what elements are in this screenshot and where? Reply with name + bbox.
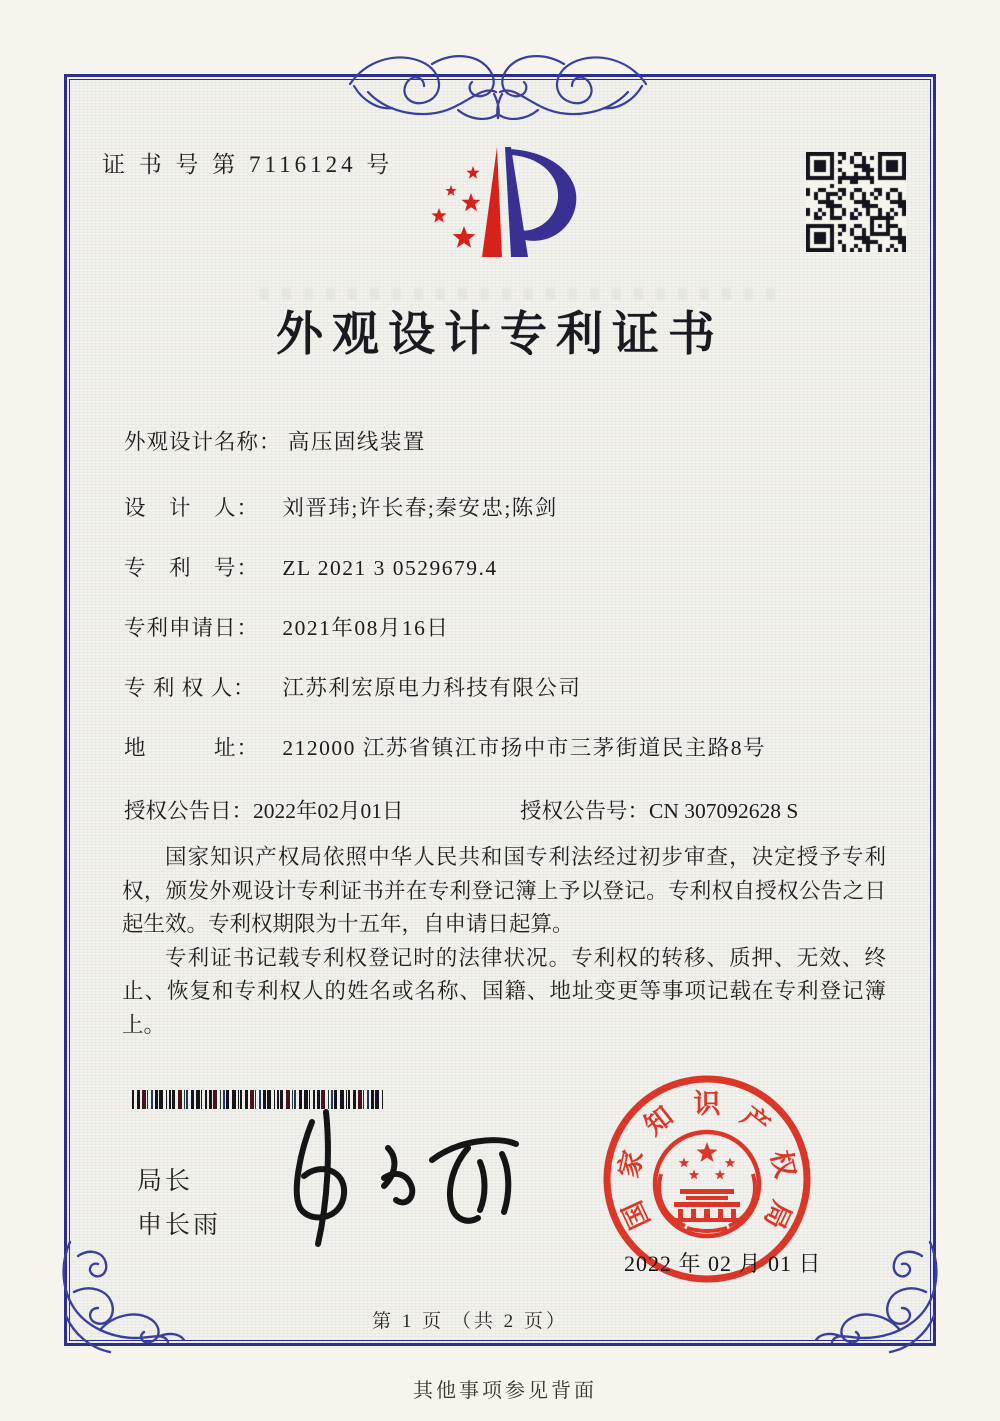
cnipa-logo-icon (428, 136, 580, 288)
svg-text:识: 识 (693, 1089, 721, 1119)
legal-paragraph-1: 国家知识产权局依照中华人民共和国专利法经过初步审查，决定授予专利权，颁发外观设计专利证书并在专利登记簿上予以登记。专利权自授权公告之日起生效。专利权期限为十五年，自申请日起算。 (122, 845, 886, 937)
national-emblem-icon (655, 1132, 759, 1236)
svg-text:权: 权 (765, 1147, 801, 1181)
handwritten-signature (272, 1108, 532, 1253)
svg-text:知: 知 (638, 1100, 679, 1141)
field-label: 专 利 权 人： (124, 676, 256, 700)
field-patentee (124, 671, 581, 702)
seal-date: 2022 年 02 月 01 日 (624, 1251, 822, 1276)
field-designers (124, 491, 558, 522)
field-label: 外观设计名称： (124, 430, 282, 454)
certificate-number: 证 书 号 第 7116124 号 (102, 152, 394, 177)
barcode (132, 1090, 392, 1109)
field-value: 刘晋玮;许长春;秦安忠;陈剑 (282, 496, 558, 520)
grant-date-label: 授权公告日： (124, 799, 254, 823)
svg-text:产: 产 (735, 1100, 776, 1141)
field-value: 江苏利宏原电力科技有限公司 (282, 676, 582, 700)
field-label: 设 计 人： (124, 496, 260, 520)
field-value: ZL 2021 3 0529679.4 (282, 556, 498, 580)
qr-code (806, 152, 906, 252)
grant-date-value: 2022年02月01日 (253, 799, 404, 823)
page-number: 第 1 页 （共 2 页） (372, 1311, 568, 1332)
field-address (124, 731, 766, 762)
field-label: 专利申请日： (124, 616, 260, 640)
field-patent-number (124, 551, 498, 582)
svg-text:家: 家 (613, 1147, 649, 1181)
grant-row (124, 794, 884, 825)
grant-number-value: CN 307092628 S (649, 799, 799, 823)
field-label: 地 址： (124, 736, 260, 760)
back-side-note: 其他事项参见背面 (413, 1380, 597, 1402)
field-value: 2021年08月16日 (282, 616, 450, 640)
grant-number-group (520, 794, 798, 825)
field-label: 专 利 号： (124, 556, 260, 580)
signer-name: 申长雨 (137, 1211, 222, 1239)
signer-title: 局长 (137, 1167, 194, 1195)
field-value: 高压固线装置 (287, 430, 426, 454)
field-filing-date (124, 611, 449, 642)
certificate-title: 外观设计专利证书 (276, 309, 724, 361)
field-value: 212000 江苏省镇江市扬中市三茅街道民主路8号 (282, 736, 767, 760)
field-design-name (124, 425, 426, 456)
grant-number-label: 授权公告号： (520, 799, 650, 823)
svg-text:局: 局 (758, 1196, 797, 1234)
legal-text-block (122, 841, 886, 1042)
legal-paragraph-2: 专利证书记载专利权登记时的法律状况。专利权的转移、质押、无效、终止、恢复和专利权人的姓名或名称、国籍、地址变更等事项记载在专利登记簿上。 (122, 945, 886, 1037)
svg-text:国: 国 (617, 1196, 656, 1234)
